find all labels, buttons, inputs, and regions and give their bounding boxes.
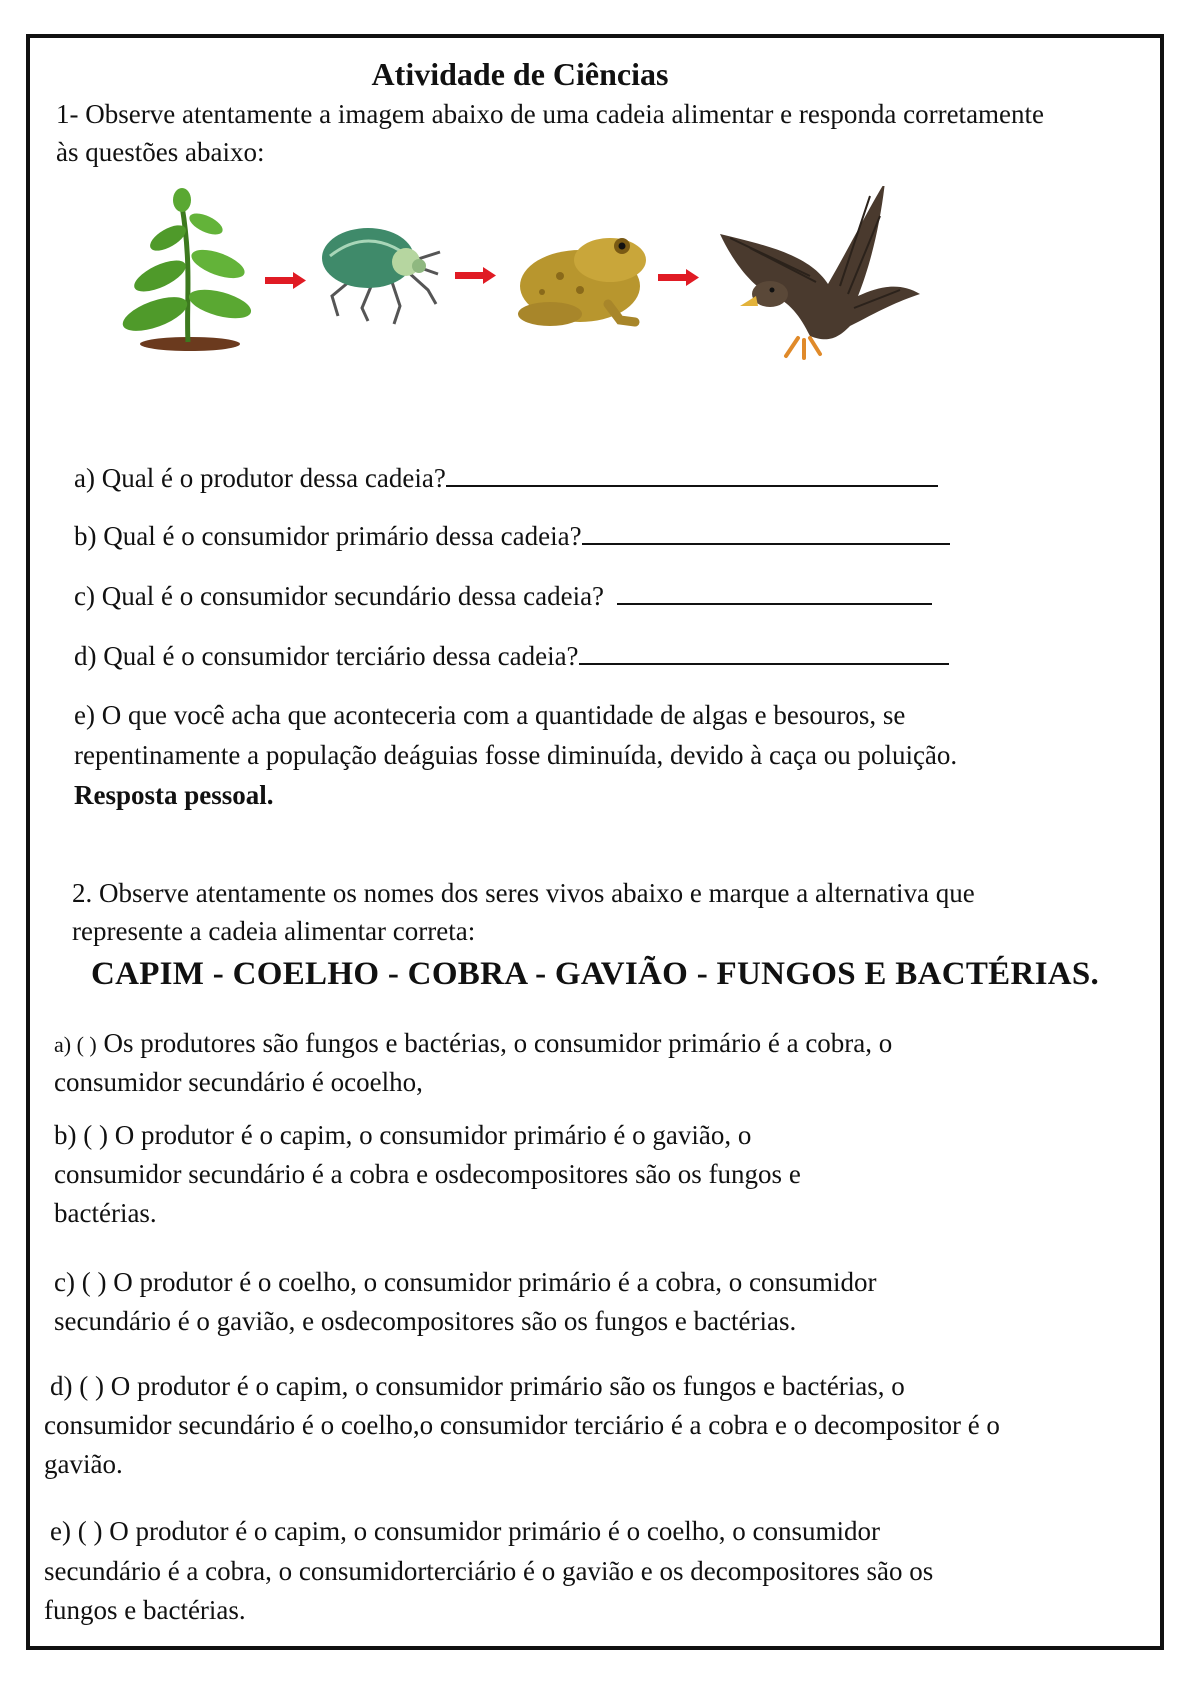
q1-a-row	[74, 460, 938, 496]
q1-intro-line2: às questões abaixo:	[56, 137, 265, 167]
option-a-row[interactable]	[54, 1025, 892, 1063]
q1-d-row	[74, 638, 949, 674]
q1-b-text: b) Qual é o consumidor primário dessa cadeia?	[74, 521, 582, 551]
option-d-line2: consumidor secundário é o coelho,o consumidor terciário é a cobra e o decompositor é o	[44, 1410, 1000, 1440]
option-e-line1[interactable]: e) ( ) O produtor é o capim, o consumidor primário é o coelho, o consumidor	[50, 1516, 881, 1546]
plant-icon	[119, 188, 254, 351]
toad-icon	[518, 238, 646, 326]
q1-b-answer-blank[interactable]	[582, 519, 950, 545]
q1-b-row	[74, 518, 950, 554]
option-e-line3: fungos e bactérias.	[44, 1595, 246, 1625]
option-d-line1[interactable]: d) ( ) O produtor é o capim, o consumidor primário são os fungos e bactérias, o	[50, 1371, 905, 1401]
option-a-line2: consumidor secundário é ocoelho,	[54, 1067, 423, 1097]
food-chain-image	[110, 186, 970, 386]
option-a-checkbox[interactable]: a) ( )	[54, 1032, 97, 1057]
q2-intro-line1: 2. Observe atentamente os nomes dos seres vivos abaixo e marque a alternativa que	[72, 878, 975, 908]
q1-intro-line1: 1- Observe atentamente a imagem abaixo de uma cadeia alimentar e responda corretamente	[56, 99, 1045, 129]
eagle-icon	[720, 186, 920, 358]
beetle-icon	[322, 228, 440, 324]
option-b-line3: bactérias.	[54, 1198, 157, 1228]
arrow-1	[265, 272, 306, 289]
arrow-2	[455, 267, 496, 284]
option-c-line2: secundário é o gavião, e osdecompositores são os fungos e bactérias.	[54, 1306, 797, 1336]
option-b-line1[interactable]: b) ( ) O produtor é o capim, o consumidor primário é o gavião, o	[54, 1120, 752, 1150]
option-a-line1: Os produtores são fungos e bactérias, o consumidor primário é a cobra, o	[103, 1028, 893, 1058]
q1-c-row	[74, 578, 932, 614]
page-title: Atividade de Ciências	[371, 56, 669, 92]
q1-a-answer-blank[interactable]	[446, 461, 938, 487]
q1-c-text: c) Qual é o consumidor secundário dessa cadeia?	[74, 581, 605, 611]
q2-chain-heading: CAPIM - COELHO - COBRA - GAVIÃO - FUNGOS E BACTÉRIAS.	[90, 956, 1100, 992]
option-d-line3: gavião.	[44, 1449, 123, 1479]
q1-a-text: a) Qual é o produtor dessa cadeia?	[74, 463, 446, 493]
q1-e-line2: repentinamente a população deáguias fosse diminuída, devido à caça ou poluição.	[74, 740, 958, 770]
option-b-line2: consumidor secundário é a cobra e osdecompositores são os fungos e	[54, 1159, 801, 1189]
q1-e-line1: e) O que você acha que aconteceria com a quantidade de algas e besouros, se	[74, 700, 906, 730]
arrow-3	[658, 269, 699, 286]
q1-c-answer-blank[interactable]	[617, 579, 932, 605]
q1-d-answer-blank[interactable]	[579, 639, 949, 665]
option-c-line1[interactable]: c) ( ) O produtor é o coelho, o consumidor primário é a cobra, o consumidor	[54, 1267, 877, 1297]
q2-intro-line2: represente a cadeia alimentar correta:	[72, 916, 476, 946]
q1-answer: Resposta pessoal.	[74, 780, 274, 810]
q1-d-text: d) Qual é o consumidor terciário dessa cadeia?	[74, 641, 579, 671]
option-e-line2: secundário é a cobra, o consumidorterciário é o gavião e os decompositores são os	[44, 1556, 934, 1586]
